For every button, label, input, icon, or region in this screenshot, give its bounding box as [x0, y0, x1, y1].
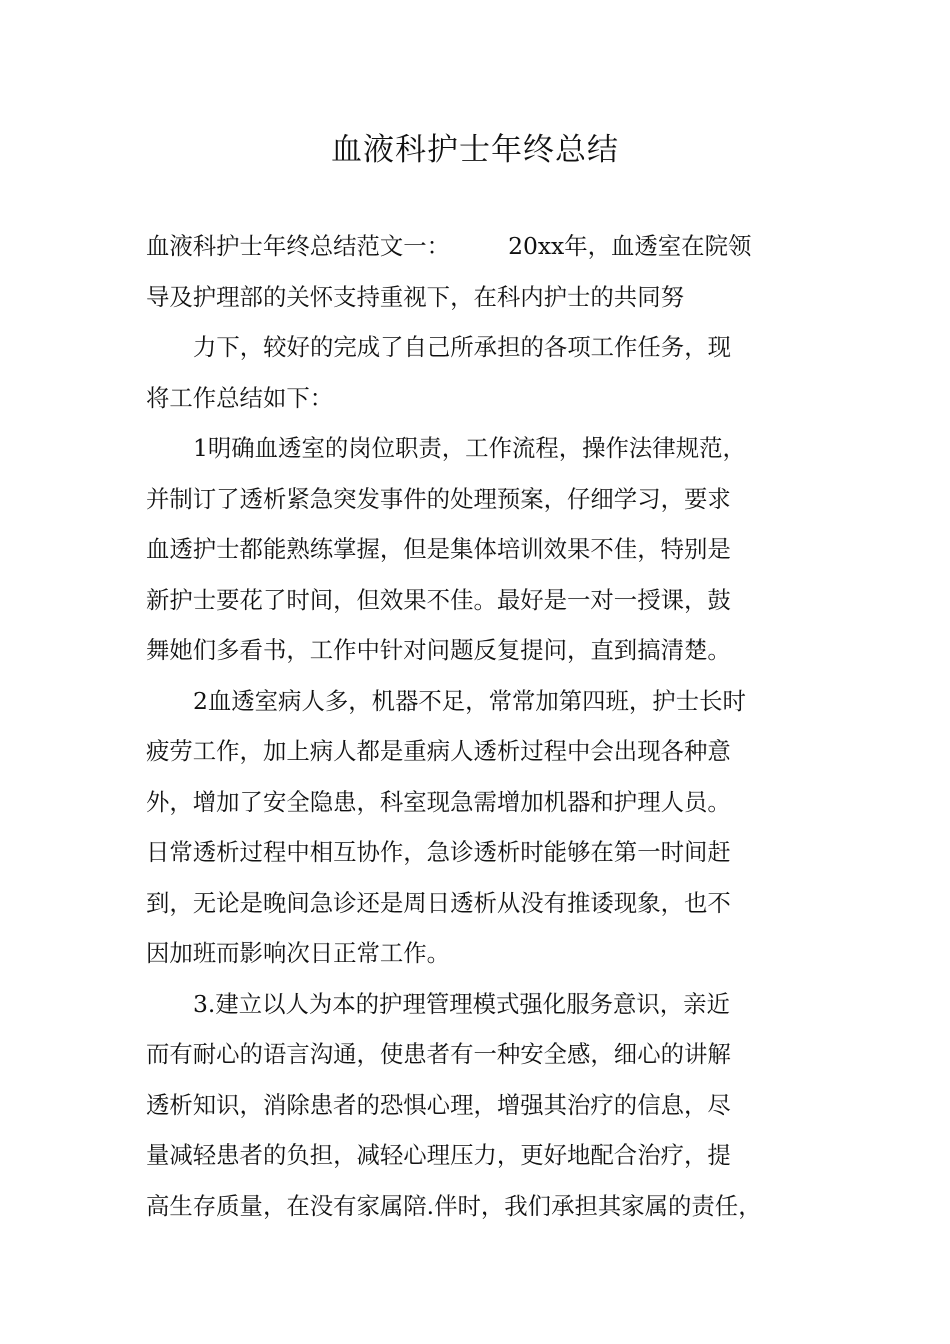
text-line: 疲劳工作，加上病人都是重病人透析过程中会出现各种意: [146, 737, 731, 765]
text-line-tail: 20xx年，血透室在院领: [508, 232, 752, 260]
text-line: 外，增加了安全隐患，科室现急需增加机器和护理人员。: [146, 787, 731, 816]
text-line: 舞她们多看书，工作中针对问题反复提问，直到搞清楚。: [146, 636, 731, 664]
text-line-lead: 血液科护士年终总结范文一：: [146, 232, 451, 260]
text-line: 量减轻患者的负担，减轻心理压力，更好地配合治疗，提: [146, 1141, 731, 1169]
text-line: 透析知识，消除患者的恐惧心理，增强其治疗的信息，尽: [146, 1090, 731, 1119]
text-line: 力下，较好的完成了自己所承担的各项工作任务，现: [193, 333, 731, 361]
text-line: 导及护理部的关怀支持重视下，在科内护士的共同努: [146, 282, 684, 311]
text-line: 2血透室病人多，机器不足，常常加第四班，护士长时: [193, 686, 746, 715]
text-line: 并制订了透析紧急突发事件的处理预案，仔细学习，要求: [146, 484, 731, 513]
text-line: 新护士要花了时间，但效果不佳。最好是一对一授课，鼓: [146, 585, 731, 614]
document-body: [146, 221, 808, 1231]
text-line: 将工作总结如下：: [146, 383, 334, 412]
document-title: 血液科护士年终总结: [331, 132, 619, 168]
text-line: 血透护士都能熟练掌握，但是集体培训效果不佳，特别是: [146, 535, 731, 563]
text-line: 3.建立以人为本的护理管理模式强化服务意识，亲近: [193, 989, 730, 1018]
text-line: 而有耐心的语言沟通，使患者有一种安全感，细心的讲解: [146, 1040, 731, 1068]
text-line: 到，无论是晚间急诊还是周日透析从没有推诿现象，也不: [146, 888, 731, 917]
text-line: 因加班而影响次日正常工作。: [146, 939, 451, 967]
text-line: 日常透析过程中相互协作，急诊透析时能够在第一时间赶: [146, 838, 731, 866]
text-line: 高生存质量，在没有家属陪.伴时，我们承担其家属的责任，: [146, 1191, 762, 1220]
text-line: 1明确血透室的岗位职责，工作流程，操作法律规范，: [193, 434, 746, 462]
text-line: [146, 221, 808, 272]
